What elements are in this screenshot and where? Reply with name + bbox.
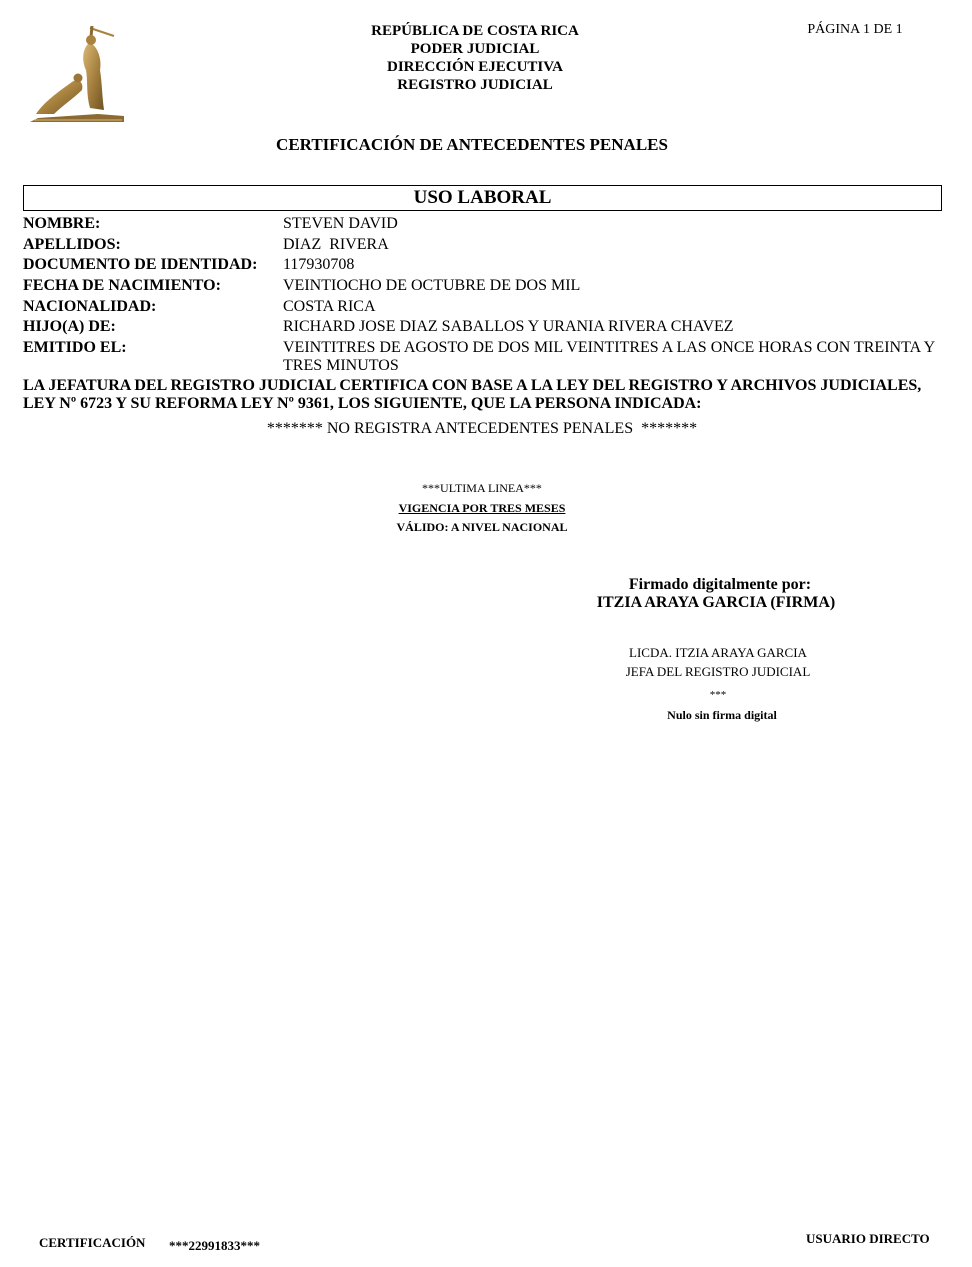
field-value: VEINTITRES DE AGOSTO DE DOS MIL VEINTITRES A LAS ONCE HORAS CON TREINTA Y TRES MINUTOS	[283, 339, 935, 374]
signatory-role: JEFA DEL REGISTRO JUDICIAL	[625, 664, 811, 679]
page-number: PÁGINA 1 DE 1	[807, 22, 903, 37]
field-label: NACIONALIDAD:	[23, 298, 157, 315]
judicial-emblem-logo	[28, 22, 128, 126]
signature-stars: ***	[709, 689, 727, 701]
footer-cert-label: CERTIFICACIÓN	[39, 1235, 146, 1250]
validity-scope: VÁLIDO: A NIVEL NACIONAL	[396, 520, 568, 534]
footer-user-type: USUARIO DIRECTO	[806, 1231, 930, 1246]
field-value: COSTA RICA	[283, 298, 376, 315]
digital-signature-label: Firmado digitalmente por:	[628, 576, 812, 593]
header-line: PODER JUDICIAL	[410, 41, 540, 57]
header-line: DIRECCIÓN EJECUTIVA	[386, 59, 563, 75]
field-value: STEVEN DAVID	[283, 215, 398, 232]
institution-header	[300, 22, 650, 94]
digital-signer: ITZIA ARAYA GARCIA (FIRMA)	[596, 594, 836, 611]
field-value: VEINTIOCHO DE OCTUBRE DE DOS MIL	[283, 277, 581, 294]
validity-period	[0, 501, 964, 516]
header-line: REGISTRO JUDICIAL	[397, 77, 553, 93]
signatory-name: LICDA. ITZIA ARAYA GARCIA	[629, 645, 807, 660]
header-line: REPÚBLICA DE COSTA RICA	[371, 23, 579, 39]
usage-box: USO LABORAL	[23, 185, 942, 211]
field-value: 117930708	[283, 256, 355, 273]
certification-statement: LA JEFATURA DEL REGISTRO JUDICIAL CERTIFICA CON BASE A LA LEY DEL REGISTRO Y ARCHIVOS JUDICIALES, LEY Nº 6723 Y SU REFORMA LEY Nº 9361, LOS SIGUIENTE, QUE LA PERSONA INDICADA:	[23, 377, 922, 412]
field-label: NOMBRE:	[23, 215, 101, 232]
record-result: ******* NO REGISTRA ANTECEDENTES PENALES *******	[266, 420, 698, 437]
field-label: FECHA DE NACIMIENTO:	[23, 277, 221, 294]
null-without-signature: Nulo sin firma digital	[667, 708, 777, 722]
document-title: CERTIFICACIÓN DE ANTECEDENTES PENALES	[276, 135, 668, 154]
field-label: EMITIDO EL:	[23, 339, 127, 356]
validity-period-text: VIGENCIA POR TRES MESES	[398, 501, 566, 515]
field-value: RICHARD JOSE DIAZ SABALLOS Y URANIA RIVERA CHAVEZ	[283, 318, 734, 335]
field-label: APELLIDOS:	[23, 236, 121, 253]
field-label: DOCUMENTO DE IDENTIDAD:	[23, 256, 258, 273]
field-value: DIAZ RIVERA	[283, 236, 389, 253]
last-line-marker: ***ULTIMA LINEA***	[422, 481, 542, 495]
footer-cert-number: ***22991833***	[169, 1238, 260, 1253]
field-label: HIJO(A) DE:	[23, 318, 116, 335]
